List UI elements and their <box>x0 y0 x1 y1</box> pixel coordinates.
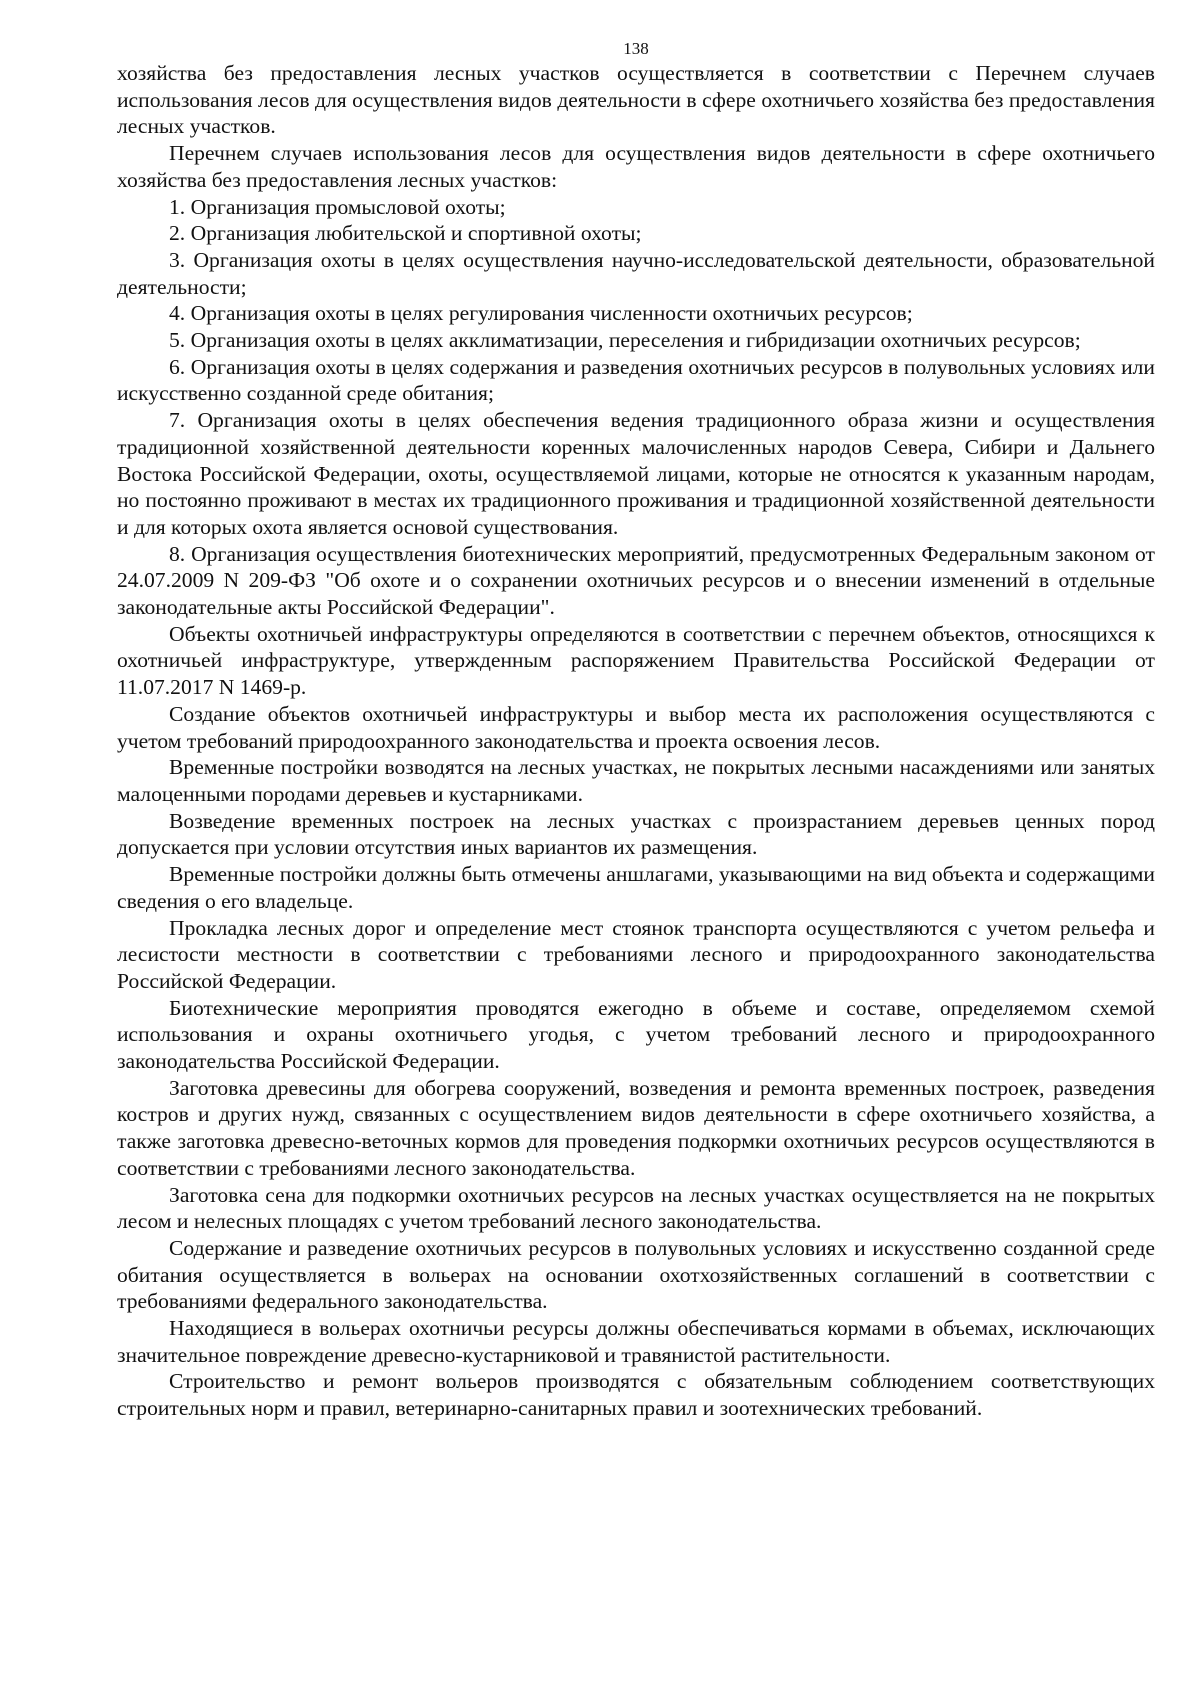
list-item-6: 6. Организация охоты в целях содержания и разведения охотничьих ресурсов в полувольных условиях или искусственно созданной среде обитания; <box>117 354 1155 406</box>
paragraph-continuation: хозяйства без предоставления лесных участков осуществляется в соответствии с Перечнем случаев использования лесов для осуществления видов деятельности в сфере охотничьего хозяйства без предоставления лесных участков. <box>117 61 1155 139</box>
paragraph-temporary-buildings: Временные постройки возводятся на лесных участках, не покрытых лесными насаждениями или занятых малоценными породами деревьев и кустарниками. <box>117 755 1155 806</box>
paragraph-forest-roads: Прокладка лесных дорог и определение мест стоянок транспорта осуществляются с учетом рельефа и лесистости местности в соответствии с требованиями лесного и природоохранного законодательства Российской Федерации. <box>117 915 1155 993</box>
list-item-8: 8. Организация осуществления биотехнических мероприятий, предусмотренных Федеральным законом от 24.07.2009 N 209-ФЗ "Об охоте и о сохранении охотничьих ресурсов и о внесении изменений в отдельные законодательные акты Российской Федерации". <box>117 541 1155 620</box>
paragraph-hay-harvesting: Заготовка сена для подкормки охотничьих ресурсов на лесных участках осуществляется на не покрытых лесом и нелесных площадях с учетом требований лесного законодательства. <box>117 1182 1155 1234</box>
page-number: 138 <box>623 39 649 58</box>
paragraph-wood-harvesting: Заготовка древесины для обогрева сооружений, возведения и ремонта временных построек, разведения костров и других нужд, связанных с осуществлением видов деятельности в сфере охотничьего хозяйства, а также заготовка древесно-веточных кормов для проведения подкормки охотничьих ресурсов осуществляются в соответствии с требованиями лесного законодательства. <box>117 1075 1155 1180</box>
paragraph-infrastructure-creation: Создание объектов охотничьей инфраструктуры и выбор места их расположения осуществляются с учетом требований природоохранного законодательства и проекта освоения лесов. <box>117 701 1155 753</box>
paragraph-signs: Временные постройки должны быть отмечены аншлагами, указывающими на вид объекта и содержащими сведения о его владельце. <box>117 862 1155 913</box>
paragraph-infrastructure-objects: Объекты охотничьей инфраструктуры определяются в соответствии с перечнем объектов, относящихся к охотничьей инфраструктуре, утвержденным распоряжением Правительства Российской Федерации от 11.07.2017 N 1469-р. <box>117 621 1155 700</box>
paragraph-enclosure-construction: Строительство и ремонт вольеров производятся с обязательным соблюдением соответствующих строительных норм и правил, ветеринарно-санитарных правил и зоотехнических требований. <box>117 1369 1155 1421</box>
list-item-4: 4. Организация охоты в целях регулирования численности охотничьих ресурсов; <box>169 301 913 326</box>
list-item-7: 7. Организация охоты в целях обеспечения ведения традиционного образа жизни и осуществления традиционной хозяйственной деятельности коренных малочисленных народов Севера, Сибири и Дальнего Востока Российской Федерации, охоты, осуществляемой лицами, которые не относятся к указанным народам, но постоянно проживают в местах их традиционного проживания и традиционной хозяйственной деятельности и для которых охота является основой существования. <box>117 408 1155 539</box>
paragraph-enclosures: Содержание и разведение охотничьих ресурсов в полувольных условиях и искусственно созданной среде обитания осуществляется в вольерах на основании охотхозяйственных соглашений в соответствии с требованиями федерального законодательства. <box>117 1235 1155 1314</box>
list-item-2: 2. Организация любительской и спортивной охоты; <box>169 221 642 246</box>
paragraph-biotechnical-measures: Биотехнические мероприятия проводятся ежегодно в объеме и составе, определяемом схемой использования и охраны охотничьего угодья, с учетом требований лесного и природоохранного законодательства Российской Федерации. <box>117 995 1155 1074</box>
paragraph-valuable-species: Возведение временных построек на лесных участках с произрастанием деревьев ценных пород допускается при условии отсутствия иных вариантов их размещения. <box>117 808 1155 860</box>
list-item-5: 5. Организация охоты в целях акклиматизации, переселения и гибридизации охотничьих ресурсов; <box>169 328 1081 353</box>
list-item-3: 3. Организация охоты в целях осуществления научно-исследовательской деятельности, образовательной деятельности; <box>117 247 1155 299</box>
list-item-1: 1. Организация промысловой охоты; <box>169 194 506 219</box>
paragraph-feeding: Находящиеся в вольерах охотничьи ресурсы должны обеспечиваться кормами в объемах, исключающих значительное повреждение древесно-кустарниковой и травянистой растительности. <box>117 1316 1155 1367</box>
document-page <box>117 36 1155 1422</box>
paragraph-list-intro: Перечнем случаев использования лесов для осуществления видов деятельности в сфере охотничьего хозяйства без предоставления лесных участков: <box>117 141 1155 192</box>
